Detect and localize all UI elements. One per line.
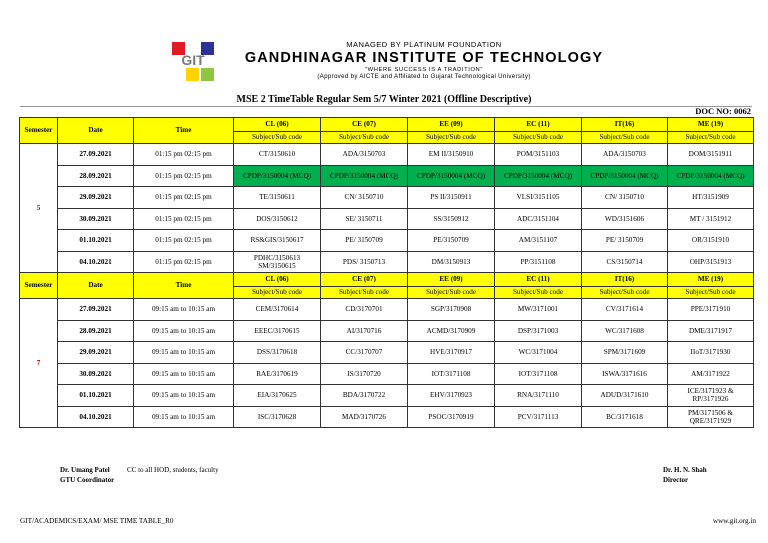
subject-cell: PPE/3171910 xyxy=(668,299,754,321)
subject-cell: IIoT/3171930 xyxy=(668,342,754,364)
subject-cell: HT/3151909 xyxy=(668,187,754,209)
doc-number: DOC NO: 0062 xyxy=(695,106,751,116)
semester-number: 7 xyxy=(20,299,58,428)
subject-cell: SE/ 3150711 xyxy=(321,208,408,230)
subject-cell: ICE/3171923 & RP/3171926 xyxy=(668,385,754,407)
exam-date: 04.10.2021 xyxy=(58,251,134,273)
table-row xyxy=(20,406,754,428)
branch-header: IT(16) xyxy=(582,118,668,132)
exam-time: 09:15 am to 10:15 am xyxy=(134,406,234,428)
header-row xyxy=(20,273,754,287)
subject-cell: PM/3171506 & QRE/3171929 xyxy=(668,406,754,428)
table-row xyxy=(20,165,754,187)
exam-date: 30.09.2021 xyxy=(58,363,134,385)
subject-cell: CPDP/3150004 (MCQ) xyxy=(495,165,582,187)
subject-code-label: Subject/Sub code xyxy=(408,132,495,144)
svg-text:GIT: GIT xyxy=(181,52,205,68)
subject-cell: PS II/3150911 xyxy=(408,187,495,209)
subject-cell: ADA/3150703 xyxy=(582,144,668,166)
subject-code-label: Subject/Sub code xyxy=(495,287,582,299)
subject-code-label: Subject/Sub code xyxy=(234,132,321,144)
exam-date: 29.09.2021 xyxy=(58,342,134,364)
subject-cell: ACMD/3170909 xyxy=(408,320,495,342)
header-date: Date xyxy=(58,273,134,299)
header-time: Time xyxy=(134,118,234,144)
exam-date: 28.09.2021 xyxy=(58,165,134,187)
exam-date: 27.09.2021 xyxy=(58,144,134,166)
subject-cell: CPDP/3150004 (MCQ) xyxy=(234,165,321,187)
subject-cell: DM/3150913 xyxy=(408,251,495,273)
exam-date: 28.09.2021 xyxy=(58,320,134,342)
subject-cell: POM/3151103 xyxy=(495,144,582,166)
table-row xyxy=(20,251,754,273)
subject-cell: DME/3171917 xyxy=(668,320,754,342)
subject-cell: PDHC/3150613 SM/3150615 xyxy=(234,251,321,273)
branch-header: EE (09) xyxy=(408,118,495,132)
subject-code-label: Subject/Sub code xyxy=(408,287,495,299)
branch-header: CL (06) xyxy=(234,273,321,287)
director-signature xyxy=(663,466,707,486)
subject-cell: IS/3170720 xyxy=(321,363,408,385)
subject-cell: PDS/ 3150713 xyxy=(321,251,408,273)
subject-cell: CN/ 3150710 xyxy=(321,187,408,209)
header-date: Date xyxy=(58,118,134,144)
subject-code-label: Subject/Sub code xyxy=(321,132,408,144)
subject-cell: TE/3150611 xyxy=(234,187,321,209)
branch-header: CE (07) xyxy=(321,273,408,287)
subject-cell: EHV/3170923 xyxy=(408,385,495,407)
exam-date: 01.10.2021 xyxy=(58,385,134,407)
subject-cell: MW/3171001 xyxy=(495,299,582,321)
subject-cell: SPM/3171609 xyxy=(582,342,668,364)
subject-cell: IOT/3171108 xyxy=(495,363,582,385)
subject-code-label: Subject/Sub code xyxy=(582,287,668,299)
director-role: Director xyxy=(663,475,689,484)
coordinator-signature xyxy=(60,466,114,486)
subject-cell: OHP/3151913 xyxy=(668,251,754,273)
branch-header: EE (09) xyxy=(408,273,495,287)
exam-time: 01:15 pm 02:15 pm xyxy=(134,187,234,209)
subject-cell: EEEC/3170615 xyxy=(234,320,321,342)
subject-cell: AI/3170716 xyxy=(321,320,408,342)
exam-time: 09:15 am to 10:15 am xyxy=(134,299,234,321)
header-semester: Semester xyxy=(20,118,58,144)
branch-header: ME (19) xyxy=(668,273,754,287)
exam-time: 01:15 pm 02:15 pm xyxy=(134,251,234,273)
subject-cell: EIA/3170625 xyxy=(234,385,321,407)
subject-cell: ADC/3151104 xyxy=(495,208,582,230)
subject-cell: BDA/3170722 xyxy=(321,385,408,407)
table-row xyxy=(20,144,754,166)
table-row xyxy=(20,299,754,321)
managed-by-text: MANAGED BY PLATINUM FOUNDATION xyxy=(346,40,502,49)
branch-header: ME (19) xyxy=(668,118,754,132)
subject-cell: DSS/3170618 xyxy=(234,342,321,364)
exam-time: 01:15 pm 02:15 pm xyxy=(134,208,234,230)
exam-time: 09:15 am to 10:15 am xyxy=(134,320,234,342)
subject-cell: CT/3150610 xyxy=(234,144,321,166)
header-time: Time xyxy=(134,273,234,299)
motto: "WHERE SUCCESS IS A TRADITION" xyxy=(365,67,483,73)
subject-code-label: Subject/Sub code xyxy=(234,287,321,299)
subject-cell: RAE/3170619 xyxy=(234,363,321,385)
subject-cell: OR/3151910 xyxy=(668,230,754,252)
subject-cell: CV/3171614 xyxy=(582,299,668,321)
table-row xyxy=(20,385,754,407)
subject-cell: DSP/3171003 xyxy=(495,320,582,342)
page-title: MSE 2 TimeTable Regular Sem 5/7 Winter 2021 (Offline Descriptive) xyxy=(236,94,532,105)
subject-cell: VLSI/3151105 xyxy=(495,187,582,209)
header-row xyxy=(20,118,754,132)
institute-header xyxy=(170,40,604,84)
institute-name: GANDHINAGAR INSTITUTE OF TECHNOLOGY xyxy=(244,50,604,66)
subject-cell: CPDP/3150004 (MCQ) xyxy=(321,165,408,187)
subject-cell: SS/3150912 xyxy=(408,208,495,230)
subject-cell: CN/ 3150710 xyxy=(582,187,668,209)
subject-cell: WD/3151606 xyxy=(582,208,668,230)
subject-cell: CPDP/3150004 (MCQ) xyxy=(408,165,495,187)
exam-date: 04.10.2021 xyxy=(58,406,134,428)
subject-cell: IOT/3171108 xyxy=(408,363,495,385)
approval-text: (Approved by AICTE and Affiliated to Gujarat Technological University) xyxy=(317,73,531,80)
director-name: Dr. H. N. Shah xyxy=(663,466,707,474)
timetable xyxy=(19,117,754,428)
branch-header: EC (11) xyxy=(495,118,582,132)
subject-cell: EM II/3150910 xyxy=(408,144,495,166)
table-row xyxy=(20,187,754,209)
subject-cell: ISWA/3171616 xyxy=(582,363,668,385)
subject-cell: HVE/3170917 xyxy=(408,342,495,364)
exam-date: 27.09.2021 xyxy=(58,299,134,321)
subject-cell: RNA/3171110 xyxy=(495,385,582,407)
exam-date: 01.10.2021 xyxy=(58,230,134,252)
coordinator-name: Dr. Umang Patel xyxy=(60,466,110,474)
table-row xyxy=(20,342,754,364)
header-semester: Semester xyxy=(20,273,58,299)
title-divider xyxy=(20,106,752,107)
exam-date: 29.09.2021 xyxy=(58,187,134,209)
branch-header: CL (06) xyxy=(234,118,321,132)
table-row xyxy=(20,230,754,252)
exam-date: 30.09.2021 xyxy=(58,208,134,230)
subject-cell: CS/3150714 xyxy=(582,251,668,273)
git-logo xyxy=(170,40,216,84)
subject-cell: MT / 3151912 xyxy=(668,208,754,230)
subject-code-label: Subject/Sub code xyxy=(495,132,582,144)
subject-cell: ADUD/3171610 xyxy=(582,385,668,407)
exam-time: 01:15 pm 02:15 pm xyxy=(134,144,234,166)
subject-cell: PE/ 3150709 xyxy=(582,230,668,252)
subject-cell: PSOC/3170919 xyxy=(408,406,495,428)
subject-cell: PE/ 3150709 xyxy=(321,230,408,252)
exam-time: 09:15 am to 10:15 am xyxy=(134,385,234,407)
website-link[interactable]: www.git.org.in xyxy=(712,517,756,525)
subject-cell: CC/3170707 xyxy=(321,342,408,364)
subject-cell: WC/3171004 xyxy=(495,342,582,364)
table-row xyxy=(20,363,754,385)
subject-cell: AM/3151107 xyxy=(495,230,582,252)
exam-time: 01:15 pm 02:15 pm xyxy=(134,165,234,187)
subject-cell: PCV/3171113 xyxy=(495,406,582,428)
subject-cell: MAD/3170726 xyxy=(321,406,408,428)
coordinator-role: GTU Coordinator xyxy=(60,475,115,484)
branch-header: CE (07) xyxy=(321,118,408,132)
table-row xyxy=(20,320,754,342)
subject-cell: ADA/3150703 xyxy=(321,144,408,166)
subject-cell: CD/3170701 xyxy=(321,299,408,321)
semester-number: 5 xyxy=(20,144,58,273)
subject-code-label: Subject/Sub code xyxy=(582,132,668,144)
subject-cell: CEM/3170614 xyxy=(234,299,321,321)
subject-code-label: Subject/Sub code xyxy=(668,132,754,144)
subject-cell: RS&GIS/3150617 xyxy=(234,230,321,252)
cc-note: CC to all HOD, students, faculty xyxy=(127,466,219,474)
branch-header: IT(16) xyxy=(582,273,668,287)
subject-cell: WC/3171608 xyxy=(582,320,668,342)
subject-cell: PE/3150709 xyxy=(408,230,495,252)
exam-time: 09:15 am to 10:15 am xyxy=(134,342,234,364)
document-reference: GIT/ACADEMICS/EXAM/ MSE TIME TABLE_R0 xyxy=(20,517,174,525)
subject-cell: BC/3171618 xyxy=(582,406,668,428)
subject-cell: AM/3171922 xyxy=(668,363,754,385)
table-row xyxy=(20,208,754,230)
subject-code-label: Subject/Sub code xyxy=(321,287,408,299)
subject-cell: DOS/3150612 xyxy=(234,208,321,230)
subject-cell: SGP/3170908 xyxy=(408,299,495,321)
subject-cell: CPDP/3150004 (MCQ) xyxy=(668,165,754,187)
subject-cell: CPDP/3150004 (MCQ) xyxy=(582,165,668,187)
exam-time: 01:15 pm 02:15 pm xyxy=(134,230,234,252)
subject-code-label: Subject/Sub code xyxy=(668,287,754,299)
subject-cell: PP/3151108 xyxy=(495,251,582,273)
subject-cell: DOM/3151911 xyxy=(668,144,754,166)
subject-cell: ISC/3170628 xyxy=(234,406,321,428)
branch-header: EC (11) xyxy=(495,273,582,287)
exam-time: 09:15 am to 10:15 am xyxy=(134,363,234,385)
